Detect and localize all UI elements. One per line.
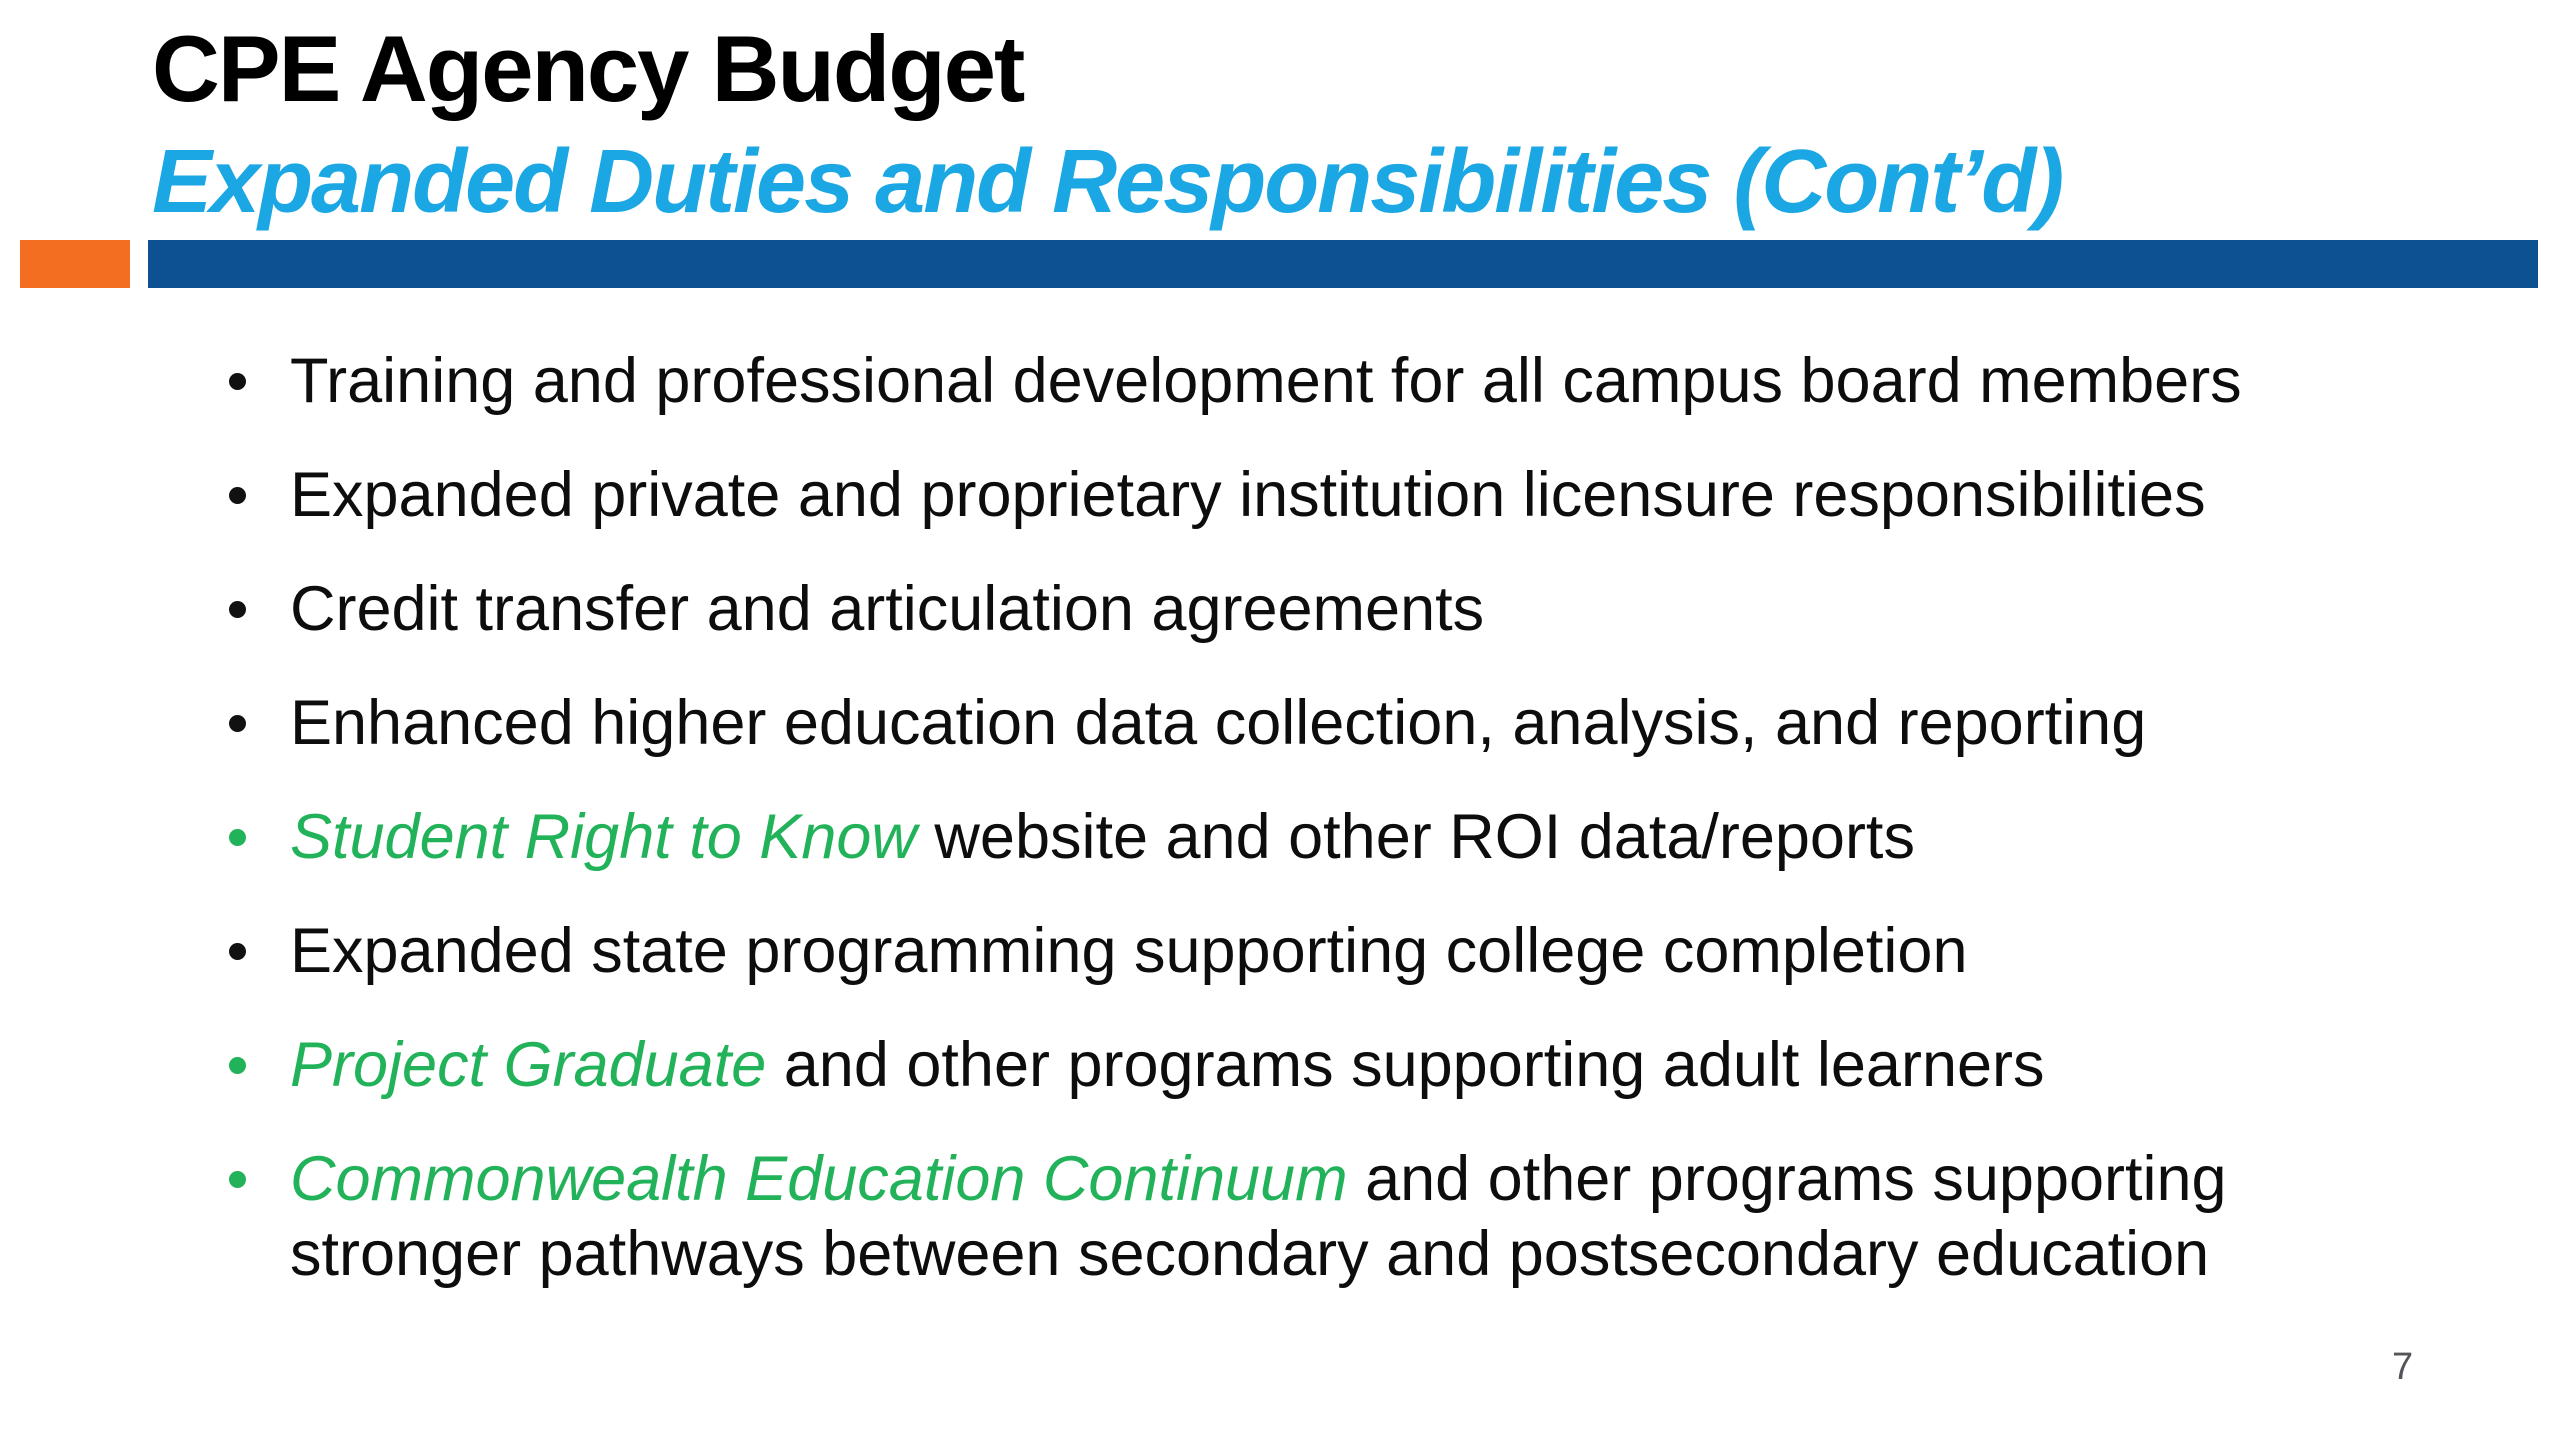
- orange-accent-square: [20, 240, 130, 288]
- slide-header: [152, 10, 2062, 236]
- text-segment: Training and professional development for all campus board members: [290, 346, 2242, 416]
- emphasized-term: Student Right to Know: [290, 802, 917, 872]
- bullet-list: [229, 344, 2410, 1331]
- text-segment: and other programs supporting adult learners: [766, 1030, 2045, 1100]
- text-segment: Expanded state programming supporting college completion: [290, 916, 1968, 986]
- list-item: [229, 1142, 2410, 1292]
- list-item: [229, 458, 2410, 533]
- bullet-icon: [229, 601, 246, 618]
- bullet-text: [290, 686, 2410, 761]
- bullet-text: [290, 914, 2410, 989]
- bullet-text: [290, 1028, 2410, 1103]
- list-item: [229, 572, 2410, 647]
- bullet-text: [290, 572, 2410, 647]
- bullet-text: [290, 344, 2410, 419]
- list-item: [229, 344, 2410, 419]
- list-item: [229, 686, 2410, 761]
- text-segment: Credit transfer and articulation agreements: [290, 574, 1485, 644]
- bullet-icon: [229, 943, 246, 960]
- slide-subtitle: Expanded Duties and Responsibilities (Cont’d): [152, 132, 2063, 232]
- bullet-icon: [229, 487, 246, 504]
- slide-title: CPE Agency Budget: [152, 16, 1024, 121]
- bullet-text: [290, 458, 2410, 533]
- bullet-icon: [229, 715, 246, 732]
- list-item: [229, 800, 2410, 875]
- text-segment: Enhanced higher education data collection, analysis, and reporting: [290, 688, 2147, 758]
- text-segment: Expanded private and proprietary institution licensure responsibilities: [290, 460, 2206, 530]
- list-item: [229, 1028, 2410, 1103]
- blue-divider-bar: [148, 240, 2538, 288]
- emphasized-term: Project Graduate: [290, 1030, 767, 1100]
- text-segment: and other programs supporting stronger pathways between secondary and postsecondary education: [290, 1144, 2227, 1289]
- text-segment: website and other ROI data/reports: [916, 802, 1915, 872]
- bullet-icon: [229, 1057, 246, 1074]
- emphasized-term: Commonwealth Education Continuum: [290, 1144, 1348, 1214]
- list-item: [229, 914, 2410, 989]
- bullet-icon: [229, 373, 246, 390]
- bullet-text: [290, 1142, 2410, 1292]
- bullet-icon: [229, 1171, 246, 1188]
- page-number: 7: [2392, 1346, 2414, 1388]
- bullet-text: [290, 800, 2410, 875]
- bullet-icon: [229, 829, 246, 846]
